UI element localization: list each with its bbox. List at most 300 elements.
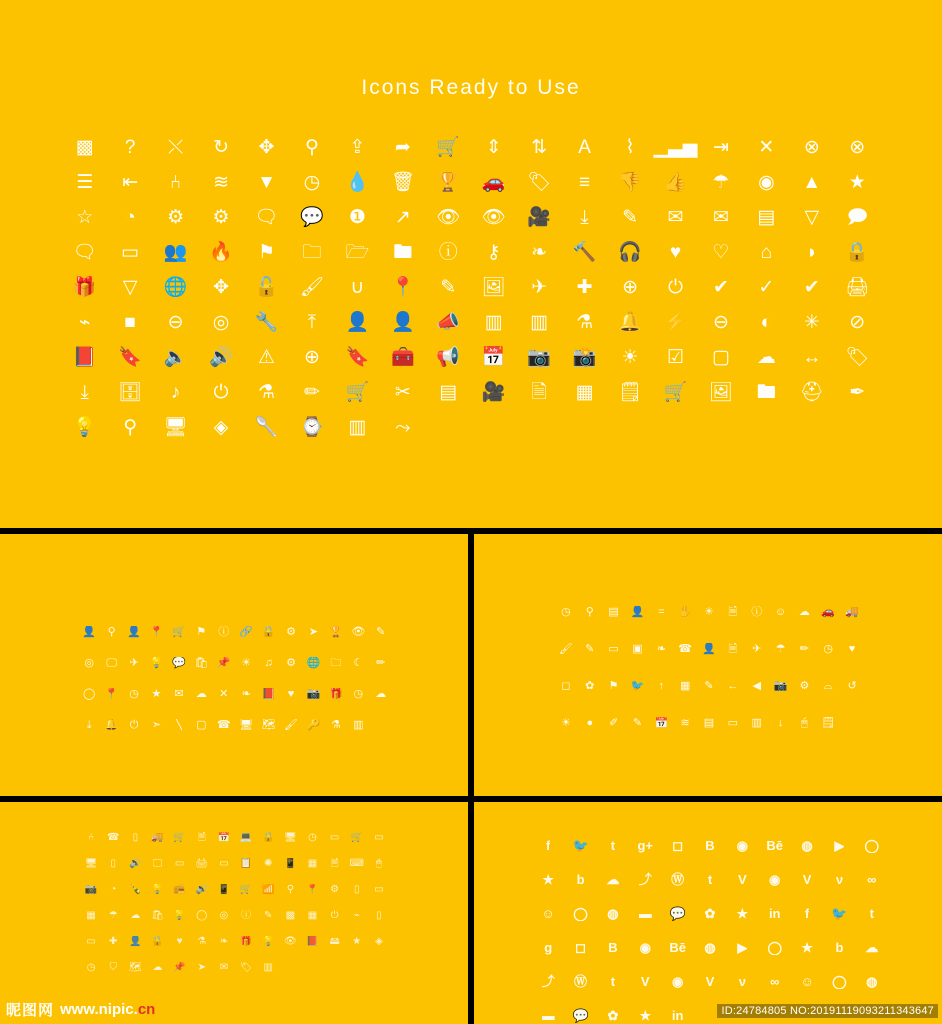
trophy-icon[interactable]: 🏆: [436, 172, 461, 193]
umbrella-icon[interactable]: ☂: [712, 172, 730, 193]
asterisk-icon[interactable]: ✳: [803, 312, 820, 333]
medal-icon[interactable]: ◎: [219, 910, 229, 921]
search-icon[interactable]: ⚲: [304, 137, 319, 158]
rss-icon[interactable]: ⌇: [625, 137, 635, 158]
lightbulb-icon[interactable]: 💡: [72, 417, 97, 438]
power-icon[interactable]: ⏻: [330, 910, 339, 921]
layers-icon[interactable]: ≋: [213, 172, 229, 193]
tag-icon[interactable]: 🏷: [527, 172, 552, 193]
cloud2-icon[interactable]: ☁: [375, 688, 387, 700]
shield-icon[interactable]: ⛉: [109, 962, 117, 973]
mail-icon[interactable]: ✉: [174, 688, 184, 700]
layers-icon[interactable]: ≋: [680, 717, 690, 729]
sun2-icon[interactable]: ☀: [560, 717, 571, 729]
note-icon[interactable]: 🗒: [821, 717, 836, 729]
folder-icon[interactable]: 🗀: [330, 657, 342, 669]
star-square-icon[interactable]: ★: [801, 940, 813, 955]
mobile-icon[interactable]: 📱: [217, 884, 231, 895]
grid-icon[interactable]: ▦: [679, 680, 691, 692]
star-icon[interactable]: ★: [352, 936, 362, 947]
twitter-icon[interactable]: 🐦: [572, 838, 589, 853]
gear-icon[interactable]: ⚙: [167, 207, 185, 228]
arrow-icon[interactable]: ➤: [197, 962, 206, 973]
spoon-icon[interactable]: 🥄: [254, 417, 279, 438]
thumbs-up-icon[interactable]: 👍: [663, 172, 688, 193]
login-icon[interactable]: ⇥: [712, 137, 729, 158]
shopping-cart-small-icon[interactable]: 🛒: [663, 382, 688, 403]
google-plus-icon[interactable]: g+: [637, 838, 654, 853]
heart-icon[interactable]: ♥: [848, 643, 856, 655]
square-icon[interactable]: ▢: [196, 719, 207, 731]
diamond-icon[interactable]: ◈: [213, 417, 229, 438]
key-search-icon[interactable]: ⚷: [486, 242, 501, 263]
comment-search-icon[interactable]: 🗨: [72, 242, 97, 263]
power-icon[interactable]: ⏻: [667, 277, 683, 298]
flag-icon[interactable]: ⚑: [608, 680, 619, 692]
headphones-icon[interactable]: 🎧: [618, 242, 642, 263]
arrow-up-icon[interactable]: ↑: [658, 680, 665, 692]
monitor-icon[interactable]: 🖥: [284, 832, 297, 843]
shuffle-icon[interactable]: ⤬: [168, 137, 184, 158]
beaker-icon[interactable]: ⚗: [257, 382, 276, 403]
share-square-icon[interactable]: ⤴: [541, 974, 555, 989]
pen-icon[interactable]: ✎: [585, 643, 595, 655]
panel-icon[interactable]: ▭: [86, 936, 96, 947]
phone-icon[interactable]: ☎: [678, 643, 692, 655]
search-icon[interactable]: ⚲: [107, 626, 116, 638]
twitter-square-icon[interactable]: 🐦: [831, 906, 848, 921]
film-strip-icon[interactable]: ▤: [757, 207, 776, 228]
display-icon[interactable]: 🖥: [84, 858, 98, 869]
download-icon[interactable]: ⤓: [86, 719, 92, 731]
flickr-square-icon[interactable]: ◍: [704, 940, 716, 955]
cart2-icon[interactable]: 🛒: [239, 884, 253, 895]
gift-icon[interactable]: 🎁: [239, 936, 253, 947]
flickr-sq2-icon[interactable]: ◍: [866, 974, 878, 989]
document-icon[interactable]: 🗎: [728, 643, 738, 655]
qr-code-icon[interactable]: ▩: [75, 137, 94, 158]
speech-icon[interactable]: 💬: [669, 906, 686, 921]
contrast-icon[interactable]: ◐: [760, 312, 773, 333]
box-icon[interactable]: ▭: [174, 858, 185, 869]
text-lines-icon[interactable]: ≡: [579, 172, 591, 193]
brush-icon[interactable]: 🖌: [284, 719, 299, 731]
bulb-icon[interactable]: 💡: [149, 657, 164, 669]
camera-icon[interactable]: 📷: [306, 688, 321, 700]
card-icon[interactable]: ▭: [219, 858, 229, 869]
bar-chart-icon[interactable]: ▥: [484, 312, 503, 333]
wrench-icon[interactable]: 🔧: [254, 312, 279, 333]
behance-square-icon[interactable]: Bē: [669, 940, 686, 955]
triangle-icon[interactable]: ▲: [802, 172, 822, 193]
calendar-icon[interactable]: 📅: [481, 347, 506, 368]
music-icon[interactable]: ♫: [264, 657, 273, 669]
power-icon[interactable]: ⏻: [129, 719, 139, 731]
comments-icon[interactable]: 🗩: [846, 207, 868, 228]
infinity-square-icon[interactable]: ∞: [770, 974, 780, 989]
external-link-icon[interactable]: ↗: [394, 207, 411, 228]
gears-icon[interactable]: ⚙: [212, 207, 230, 228]
refresh-icon[interactable]: ↻: [213, 137, 229, 158]
dropdown-triangle-icon[interactable]: ▼: [257, 172, 276, 193]
umbrella-icon[interactable]: ☂: [108, 910, 118, 921]
tumblr-square-icon[interactable]: t: [869, 906, 874, 921]
equals-icon[interactable]: =: [658, 606, 665, 618]
star2-icon[interactable]: ★: [736, 906, 749, 921]
gift-icon[interactable]: 🎁: [329, 688, 343, 700]
clock2-icon[interactable]: ◷: [86, 962, 96, 973]
document-icon[interactable]: 🗎: [330, 858, 339, 869]
table-icon[interactable]: ▦: [307, 858, 318, 869]
document-lines-icon[interactable]: 🗒: [617, 382, 643, 403]
hammer-icon[interactable]: 🔨: [572, 242, 597, 263]
hand-icon[interactable]: ✋: [678, 606, 692, 618]
leaf-icon[interactable]: ❧: [219, 936, 229, 947]
filter-icon[interactable]: ▽: [804, 207, 820, 228]
tv-icon[interactable]: 🖵: [106, 657, 117, 669]
dot-icon[interactable]: ●: [586, 717, 594, 729]
circle-icon[interactable]: ◯: [196, 910, 208, 921]
presentation-icon[interactable]: ▦: [575, 382, 594, 403]
fan-icon[interactable]: ✺: [264, 858, 273, 869]
gear-icon[interactable]: ⚙: [330, 884, 340, 895]
arrow-left-icon[interactable]: ←: [727, 680, 739, 692]
search-icon[interactable]: ⚲: [286, 884, 295, 895]
id-card-icon[interactable]: ▤: [439, 382, 458, 403]
cloud-icon[interactable]: ☁: [756, 347, 776, 368]
paw-square-icon[interactable]: ✿: [607, 1008, 619, 1023]
trash-icon[interactable]: 🗑: [390, 172, 415, 193]
person-icon[interactable]: 👤: [127, 626, 141, 638]
cancel-circle-icon[interactable]: ⊗: [803, 137, 820, 158]
pen-nib-icon[interactable]: ✒: [849, 382, 866, 403]
vimeo-square-icon[interactable]: V: [640, 974, 650, 989]
flask-icon[interactable]: ⚗: [330, 719, 341, 731]
blogger-square-icon[interactable]: B: [608, 940, 618, 955]
lamp-icon[interactable]: 💡: [173, 910, 186, 921]
cart-icon[interactable]: 🛒: [350, 832, 363, 843]
volume-icon[interactable]: 🔊: [195, 884, 208, 895]
user-icon[interactable]: 👤: [345, 312, 370, 333]
image-icon[interactable]: 🖼: [481, 277, 506, 298]
pin-icon[interactable]: 📍: [306, 884, 319, 895]
cloud-icon[interactable]: ☁: [798, 606, 810, 618]
arrow-down-icon[interactable]: ↓: [777, 717, 784, 729]
transfer-icon[interactable]: ⇅: [531, 137, 548, 158]
share-nodes-icon[interactable]: ⤳: [395, 417, 411, 438]
tumblr-sq2-icon[interactable]: t: [610, 974, 616, 989]
pen2-icon[interactable]: ✎: [704, 680, 714, 692]
star-icon[interactable]: ★: [542, 872, 554, 887]
watch-icon[interactable]: ⌚: [300, 417, 324, 438]
camera-icon[interactable]: 📷: [527, 347, 551, 368]
flickr2-icon[interactable]: ◍: [607, 906, 619, 921]
pencil-icon[interactable]: ✏: [799, 643, 809, 655]
phone-icon[interactable]: ☎: [216, 719, 231, 731]
connect-icon[interactable]: ⑃: [88, 832, 95, 843]
laptop-icon[interactable]: 💻: [239, 832, 253, 843]
help-circle-icon[interactable]: ?: [124, 137, 136, 158]
sort-vertical-icon[interactable]: ⇕: [485, 137, 502, 158]
trophy-icon[interactable]: 🏆: [329, 626, 343, 638]
google-square-icon[interactable]: g: [544, 940, 553, 955]
bandcamp-icon[interactable]: ▬: [638, 906, 652, 921]
flag-icon[interactable]: ⚑: [196, 626, 207, 638]
clock2-icon[interactable]: ◷: [353, 688, 364, 700]
infinity-icon[interactable]: ∞: [867, 872, 877, 887]
info-icon[interactable]: ⓘ: [241, 910, 252, 921]
heart-outline-icon[interactable]: ♡: [712, 242, 730, 263]
check-circle-filled-icon[interactable]: ✔: [803, 277, 820, 298]
sim-icon[interactable]: ▯: [354, 884, 360, 895]
logout-icon[interactable]: ⇤: [122, 172, 139, 193]
user-location-icon[interactable]: 👤: [390, 312, 415, 333]
folder-open-icon[interactable]: 🗁: [345, 242, 370, 263]
flask-icon[interactable]: ⚗: [576, 312, 594, 333]
send-icon[interactable]: ➣: [151, 719, 162, 731]
pen-icon[interactable]: ✎: [376, 626, 386, 638]
paw-icon[interactable]: ✿: [704, 906, 716, 921]
lemon-icon[interactable]: ◗: [806, 242, 818, 263]
info-circle-icon[interactable]: ⓘ: [438, 242, 458, 263]
close-x-icon[interactable]: ✕: [758, 137, 775, 158]
battery2-icon[interactable]: ▯: [376, 910, 382, 921]
truck-icon[interactable]: 🚚: [151, 832, 164, 843]
smile-icon[interactable]: ☺: [774, 606, 787, 618]
calendar-icon[interactable]: 📅: [217, 832, 231, 843]
facebook-square-icon[interactable]: f: [804, 906, 810, 921]
share-icon[interactable]: ⤴: [638, 872, 652, 887]
linkedin-square-icon[interactable]: in: [671, 1008, 684, 1023]
eye-icon[interactable]: 👁: [284, 936, 297, 947]
pen-icon[interactable]: ✎: [440, 277, 457, 298]
camera-icon[interactable]: 📷: [84, 884, 98, 895]
search-icon[interactable]: ⚲: [585, 606, 594, 618]
suitcase-icon[interactable]: 🖿: [756, 382, 776, 403]
tablet-icon[interactable]: ▯: [110, 858, 116, 869]
toolbox-icon[interactable]: 🧰: [390, 347, 415, 368]
battery-icon[interactable]: ▯: [132, 832, 139, 843]
chart-icon[interactable]: ▥: [751, 717, 762, 729]
map-icon[interactable]: 🗺: [129, 962, 142, 973]
book-icon[interactable]: 📕: [261, 688, 276, 700]
pin2-icon[interactable]: 📌: [216, 657, 231, 669]
link-icon[interactable]: 🔗: [239, 626, 254, 638]
behance-icon[interactable]: Bē: [766, 838, 784, 853]
umbrella2-icon[interactable]: ◻: [561, 680, 571, 692]
leaf-icon[interactable]: ❧: [241, 688, 251, 700]
cart-icon[interactable]: 🛒: [172, 626, 186, 638]
lock2-icon[interactable]: 🔒: [151, 936, 164, 947]
check-icon[interactable]: ✔: [712, 277, 729, 298]
cloud-icon[interactable]: ☁: [195, 688, 207, 700]
speaker-icon[interactable]: 🔊: [129, 858, 142, 869]
truck-icon[interactable]: 🚚: [845, 606, 859, 618]
thumbs-down-icon[interactable]: 👎: [618, 172, 642, 193]
spotify-square-icon[interactable]: ◉: [671, 974, 684, 989]
sun-icon[interactable]: ☀: [241, 657, 252, 669]
circle-icon[interactable]: ◯: [83, 688, 96, 700]
music-note-icon[interactable]: ♪: [170, 382, 181, 403]
speech-bubble-icon[interactable]: 💬: [300, 207, 324, 228]
eye-icon[interactable]: 👁: [351, 626, 366, 638]
lock-icon[interactable]: 🔒: [261, 626, 276, 638]
download-circle-icon[interactable]: ⤓: [80, 382, 89, 403]
brush-icon[interactable]: 🖌: [299, 277, 324, 298]
frame-icon[interactable]: ▣: [632, 643, 643, 655]
price-tag-icon[interactable]: 🏷: [845, 347, 870, 368]
dribbble-square-icon[interactable]: ◉: [639, 940, 651, 955]
flickr-icon[interactable]: ◍: [801, 838, 813, 853]
plus-icon[interactable]: ✚: [109, 936, 118, 947]
info-icon[interactable]: ⓘ: [751, 606, 763, 618]
car-icon[interactable]: 🚗: [481, 172, 506, 193]
edit-square-icon[interactable]: ✎: [622, 207, 638, 228]
calculator-icon[interactable]: ▥: [348, 417, 367, 438]
bell-icon[interactable]: 🔔: [618, 312, 642, 333]
facebook-icon[interactable]: f: [546, 838, 551, 853]
book-icon[interactable]: 📕: [306, 936, 319, 947]
barcode-icon[interactable]: ▥: [530, 312, 549, 333]
briefcase-icon[interactable]: 🖿: [393, 242, 413, 263]
flask-icon[interactable]: ⚗: [197, 936, 207, 947]
heart-filled-icon[interactable]: ♥: [669, 242, 682, 263]
star-outline-icon[interactable]: ☆: [76, 207, 94, 228]
home-icon[interactable]: ⌂: [760, 242, 773, 263]
plane-icon[interactable]: ✈: [752, 643, 762, 655]
forward-arrow-icon[interactable]: ➦: [394, 137, 411, 158]
pin2-icon[interactable]: 📌: [173, 962, 186, 973]
menu-bars-icon[interactable]: ☰: [76, 172, 94, 193]
share-export-icon[interactable]: ⇪: [349, 137, 366, 158]
pencil-icon[interactable]: ✏: [303, 382, 320, 403]
viber-icon[interactable]: ν: [835, 872, 844, 887]
error-circle-icon[interactable]: ⊗: [849, 137, 866, 158]
vine-square-icon[interactable]: V: [705, 974, 715, 989]
checklist-icon[interactable]: ☑: [666, 347, 685, 368]
bookmark-outline-icon[interactable]: 🔖: [345, 347, 370, 368]
calendar-icon[interactable]: 📅: [654, 717, 669, 729]
wordpress-icon[interactable]: Ⓦ: [671, 872, 685, 887]
monitor-icon[interactable]: 🖥: [239, 719, 254, 731]
lock-icon[interactable]: 🔒: [845, 242, 870, 263]
circle2-icon[interactable]: ◯: [573, 906, 588, 921]
video-camera-icon[interactable]: 🎥: [527, 207, 551, 228]
heart-icon[interactable]: ♥: [176, 936, 183, 947]
download-icon[interactable]: ⤓: [580, 207, 589, 228]
window-icon[interactable]: ▭: [329, 832, 340, 843]
dribbble-icon[interactable]: ◉: [736, 838, 749, 853]
clock-icon[interactable]: ◷: [129, 688, 139, 700]
photo-camera-icon[interactable]: 📸: [572, 347, 597, 368]
bag-icon[interactable]: 🛍: [194, 657, 209, 669]
plug-icon[interactable]: ⌁: [353, 910, 360, 921]
sun-icon[interactable]: ☀: [704, 606, 714, 618]
clock-icon[interactable]: ◷: [308, 832, 317, 843]
bird-icon[interactable]: 🐦: [630, 680, 645, 692]
plus-icon[interactable]: ✚: [576, 277, 593, 298]
unlock-icon[interactable]: 🔓: [254, 277, 279, 298]
diamond-icon[interactable]: ◈: [375, 936, 383, 947]
tv-icon[interactable]: 🖵: [152, 858, 163, 869]
desk-icon[interactable]: ▤: [608, 606, 619, 618]
linkedin-icon[interactable]: in: [768, 906, 781, 921]
bandcamp-square-icon[interactable]: ▬: [541, 1008, 555, 1023]
slash-icon[interactable]: ╲: [175, 719, 183, 731]
bold-letter-icon[interactable]: A: [578, 137, 591, 158]
clock2-icon[interactable]: ◷: [823, 643, 834, 655]
plug-icon[interactable]: ⌁: [78, 312, 91, 333]
window-icon[interactable]: ▭: [608, 643, 619, 655]
apple-square-icon[interactable]: ◻: [575, 940, 586, 955]
smile-icon[interactable]: ☺: [541, 906, 555, 921]
photo-frame-icon[interactable]: 🖼: [708, 382, 733, 403]
cap-icon[interactable]: ⌓: [823, 680, 833, 692]
globe-icon[interactable]: 🌐: [306, 657, 321, 669]
close-icon[interactable]: ✕: [219, 688, 229, 700]
mouse-icon[interactable]: 🖱: [375, 858, 382, 869]
gear-icon[interactable]: ⚙: [799, 680, 810, 692]
signal-bars-icon[interactable]: ▁▃▅: [653, 137, 698, 158]
smile-square-icon[interactable]: ☺: [800, 974, 814, 989]
vine-icon[interactable]: V: [802, 872, 812, 887]
bag-icon[interactable]: 🛍: [151, 910, 164, 921]
zoom-in-icon[interactable]: ⊕: [303, 347, 320, 368]
mail-open-icon[interactable]: ✉: [667, 207, 684, 228]
cloud-icon[interactable]: ☁: [130, 910, 141, 921]
tumblr-icon[interactable]: t: [610, 838, 616, 853]
mouse-icon[interactable]: 🖱: [801, 717, 808, 729]
flag-icon[interactable]: ⚑: [257, 242, 276, 263]
leaf-icon[interactable]: ❧: [531, 242, 548, 263]
car-icon[interactable]: 🚗: [821, 606, 836, 618]
leaf-icon[interactable]: ❧: [656, 643, 666, 655]
vimeo-icon[interactable]: V: [738, 872, 747, 887]
clock-icon[interactable]: ◷: [303, 172, 321, 193]
soundcloud-square-icon[interactable]: ☁: [865, 940, 879, 955]
youtube-square-icon[interactable]: ▶: [737, 940, 748, 955]
play-left-icon[interactable]: ◀: [752, 680, 761, 692]
phone2-icon[interactable]: 📱: [284, 858, 297, 869]
printer-icon[interactable]: 🖨: [845, 277, 870, 298]
eye-icon[interactable]: 👁: [481, 207, 506, 228]
gauge-icon[interactable]: ◔: [110, 884, 117, 895]
square-outline-icon[interactable]: ▢: [711, 347, 730, 368]
move-diamond-icon[interactable]: ✥: [258, 137, 275, 158]
folder-icon[interactable]: 🗀: [302, 242, 322, 263]
bulb-icon[interactable]: 💡: [151, 884, 164, 895]
person-icon[interactable]: 👤: [630, 606, 645, 618]
warning-icon[interactable]: ⚠: [257, 347, 276, 368]
check-circle-outline-icon[interactable]: ✓: [758, 277, 775, 298]
book-icon[interactable]: 📕: [72, 347, 97, 368]
alert-circle-icon[interactable]: ❶: [348, 207, 366, 228]
power-off-icon[interactable]: ⏻: [213, 382, 229, 403]
map-pin-icon[interactable]: 📍: [390, 277, 415, 298]
mail-closed-icon[interactable]: ✉: [712, 207, 729, 228]
circle-square-icon[interactable]: ◯: [767, 940, 782, 955]
money-icon[interactable]: ◎: [212, 312, 230, 333]
scissors-icon[interactable]: ✂: [394, 382, 411, 403]
magnet-icon[interactable]: ∪: [350, 277, 365, 298]
tag-icon[interactable]: 🏷: [239, 962, 253, 973]
trolley-icon[interactable]: 🛒: [173, 832, 186, 843]
map-icon[interactable]: 🗺: [261, 719, 276, 731]
volume-low-icon[interactable]: 🔈: [163, 347, 188, 368]
droplet-icon[interactable]: 💧: [345, 172, 370, 193]
minus-circle-icon[interactable]: ⊖: [167, 312, 184, 333]
shopping-cart-icon[interactable]: 🛒: [436, 137, 461, 158]
